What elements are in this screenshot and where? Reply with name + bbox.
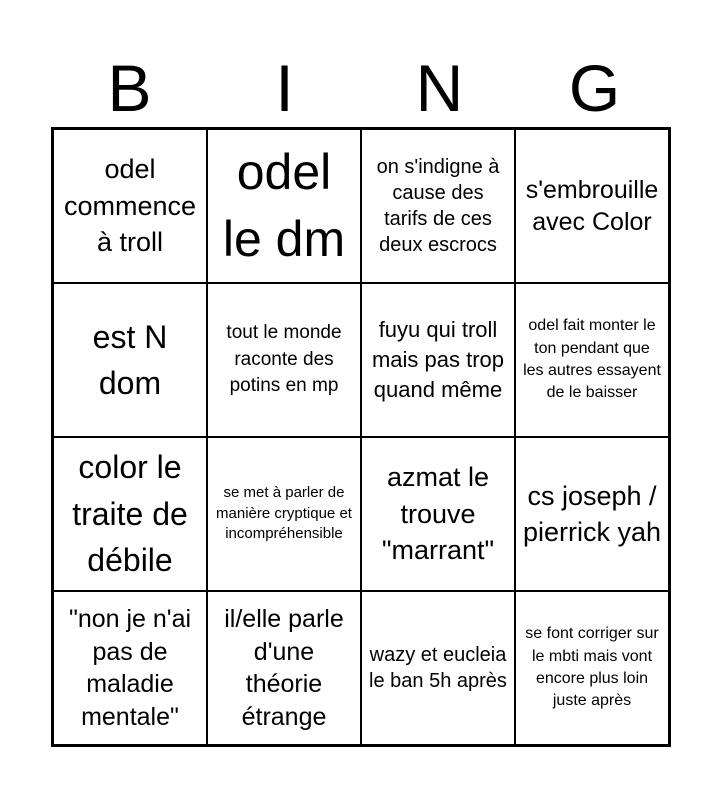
- bingo-cell-15[interactable]: [361, 591, 515, 745]
- cell-text: tout le monde raconte des potins en mp: [226, 322, 342, 397]
- bingo-cell-4[interactable]: [515, 129, 669, 283]
- bingo-cell-3[interactable]: [361, 129, 515, 283]
- cell-text: se met à parler de manière cryptique et incompréhensible: [216, 483, 352, 543]
- bingo-cell-13[interactable]: [53, 591, 207, 745]
- header-letter-i: I: [275, 51, 294, 125]
- bingo-cell-2[interactable]: [207, 129, 361, 283]
- cell-text: odel fait monter le ton pendant que les autres essayent de le baisser: [523, 317, 661, 402]
- header-letter-n: N: [415, 51, 464, 125]
- header-letter-g: G: [568, 51, 621, 125]
- cell-text: odel le dm: [222, 143, 346, 267]
- bingo-cell-8[interactable]: [515, 283, 669, 437]
- cell-text: fuyu qui troll mais pas trop quand même: [371, 317, 505, 402]
- bingo-cell-6[interactable]: [207, 283, 361, 437]
- bingo-cell-5[interactable]: [53, 283, 207, 437]
- cell-text: se font corriger sur le mbti mais vont encore plus loin juste après: [525, 625, 659, 710]
- header-letter-b: B: [107, 51, 152, 125]
- cell-text: color le traite de débile: [72, 449, 188, 579]
- bingo-cell-16[interactable]: [515, 591, 669, 745]
- cell-text: odel commence à troll: [63, 154, 197, 258]
- cell-text: wazy et eucleia le ban 5h après: [369, 644, 507, 692]
- bingo-cell-1[interactable]: [53, 129, 207, 283]
- bingo-cell-7[interactable]: [361, 283, 515, 437]
- cell-text: azmat le trouve "marrant": [381, 462, 495, 566]
- bingo-cell-12[interactable]: [515, 437, 669, 591]
- bingo-cell-14[interactable]: [207, 591, 361, 745]
- cell-text: "non je n'ai pas de maladie mentale": [68, 605, 192, 731]
- cell-text: est N dom: [92, 318, 168, 401]
- cell-text: cs joseph / pierrick yah: [522, 480, 662, 547]
- cell-text: il/elle parle d'une théorie étrange: [224, 605, 344, 731]
- bingo-grid: [51, 127, 671, 747]
- bingo-cell-11[interactable]: [361, 437, 515, 591]
- bingo-cell-9[interactable]: [53, 437, 207, 591]
- cell-text: s'embrouille avec Color: [525, 175, 659, 236]
- cell-text: on s'indigne à cause des tarifs de ces deux escrocs: [376, 156, 500, 256]
- bingo-header: [52, 52, 672, 124]
- bingo-cell-10[interactable]: [207, 437, 361, 591]
